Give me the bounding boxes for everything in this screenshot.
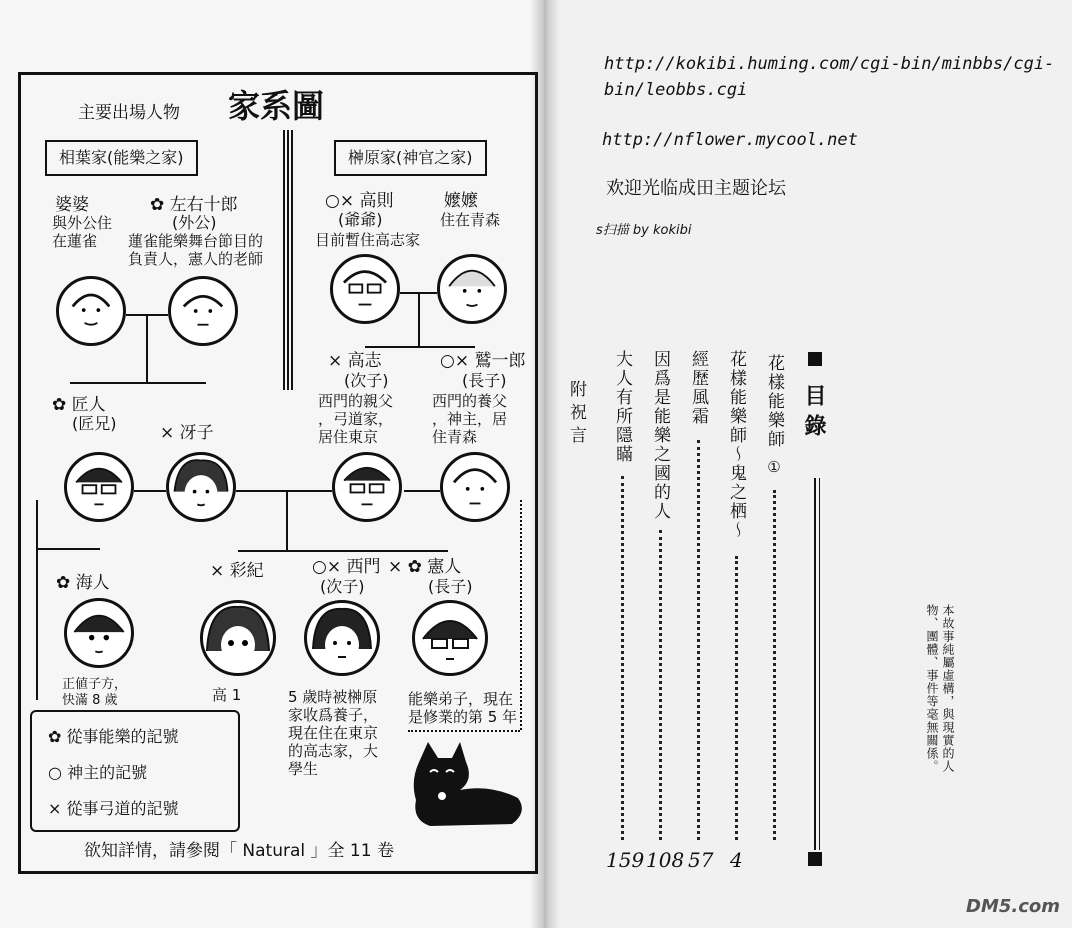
kento-name: × ✿ 憲人: [388, 557, 462, 577]
scan-credit: s扫描 by kokibi: [596, 223, 692, 238]
saimon-portrait: [304, 600, 380, 676]
kaito-desc2: 快滿 8 歲: [62, 693, 118, 708]
cat-illustration: [400, 740, 530, 830]
toc-top-marker: [808, 352, 822, 366]
toc-entry-4-leader: [659, 530, 662, 840]
kento-desc1: 能樂弟子，現在: [408, 690, 514, 708]
toc-entry-1-title[interactable]: 花樣能樂師: [764, 354, 784, 449]
saimon-desc2: 家收爲養子，: [288, 706, 379, 724]
toc-rule: [814, 478, 816, 850]
grandma-desc1: 與外公住: [52, 214, 113, 232]
sakakibara-children-line: [365, 346, 475, 348]
takashi-portrait: [332, 452, 402, 522]
takumi-saeko-link: [134, 490, 166, 492]
sayujuro-portrait: [168, 276, 238, 346]
forum-url-1-cont[interactable]: bin/leobbs.cgi: [604, 80, 748, 100]
heading-big: 家系圖: [228, 87, 325, 125]
toc-entry-2-title[interactable]: 花樣能樂師～鬼之栖～: [726, 350, 746, 540]
kaito-link: [36, 548, 100, 550]
saeko-name: × 冴子: [160, 423, 214, 443]
toc-entry-3-page: 108: [646, 848, 685, 872]
takanori-name: ○× 高則: [325, 191, 394, 211]
ayaki-name: × 彩紀: [210, 561, 264, 581]
washichiro-name: ○× 鷲一郎: [440, 351, 526, 371]
appendix-label: 附祝言: [566, 380, 586, 449]
toc-entry-3-leader: [697, 440, 700, 840]
archery-legend-label: 從事弓道的記號: [66, 799, 179, 818]
kento-portrait: [412, 600, 488, 676]
kaito-portrait: [64, 598, 134, 668]
grandma-name: 婆婆: [55, 195, 89, 215]
washichiro-desc2: ，神主，居: [432, 410, 508, 428]
toc-entry-2-page: 57: [688, 848, 714, 872]
toc-entry-4-title[interactable]: 因爲是能樂之國的人: [650, 350, 670, 521]
disclaimer-text: 本故事純屬虛構，與現實的人物、團體、事件等毫無關係。: [925, 604, 955, 773]
takumi-role: (匠兄): [72, 414, 117, 433]
takashi-role: (次子): [344, 371, 389, 390]
takumi-portrait: [64, 452, 134, 522]
house-aiba-label: 相葉家(能樂之家): [45, 140, 198, 176]
granny-name: 嬤嬤: [444, 191, 478, 211]
ayaki-portrait: [200, 600, 276, 676]
sayu-name: ✿ 左右十郎: [150, 195, 238, 215]
grandma-desc2: 在蓮雀: [52, 232, 98, 250]
noh-symbol-icon: ✿: [48, 727, 62, 746]
forum-url-2[interactable]: http://nflower.mycool.net: [602, 130, 858, 150]
kaito-desc1: 正値子方，: [62, 677, 128, 692]
sakakibara-descent-line: [418, 292, 420, 346]
toc-entry-5-leader: [621, 476, 624, 840]
kaito-side-line: [36, 500, 38, 700]
symbol-legend: [30, 710, 240, 832]
welcome-text: 欢迎光临成田主题论坛: [606, 178, 786, 199]
toc-entry-1-leader: [773, 490, 776, 840]
series-footer: 欲知詳情，請參閱「 Natural 」全 11 卷: [84, 841, 394, 861]
kento-role: (長子): [428, 577, 473, 596]
takashi-desc1: 西門的親父: [318, 392, 394, 410]
archery-symbol-icon: ×: [48, 799, 62, 818]
adoption-arrow: [520, 500, 522, 730]
house-sakakibara-label: 榊原家(神官之家): [334, 140, 487, 176]
saeko-takashi-link: [236, 490, 332, 492]
house-divider: [283, 130, 295, 390]
saimon-desc1: 5 歲時被榊原: [288, 688, 378, 706]
kids-descent-line: [286, 490, 288, 550]
kaito-name: ✿ 海人: [56, 573, 110, 593]
adoption-arrow-base: [408, 730, 520, 732]
toc-entry-1-page: 4: [730, 848, 743, 872]
granny-portrait: [437, 254, 507, 324]
toc-bottom-marker: [808, 852, 822, 866]
forum-url-1[interactable]: http://kokibi.huming.com/cgi-bin/minbbs/cgi-: [604, 54, 1055, 74]
washichiro-role: (長子): [462, 371, 507, 390]
takumi-name: ✿ 匠人: [52, 395, 106, 415]
washichiro-desc1: 西門的養父: [432, 392, 508, 410]
takashi-desc3: 居住東京: [318, 428, 379, 446]
saimon-desc3: 現在住在東京: [288, 724, 379, 742]
grandma-portrait: [56, 276, 126, 346]
saeko-portrait: [166, 452, 236, 522]
takanori-role: (爺爺): [338, 210, 383, 229]
kento-desc2: 是修業的第 5 年: [408, 708, 518, 726]
toc-entry-4-page: 159: [606, 848, 645, 872]
watermark-logo: DM5.com: [966, 896, 1061, 917]
aiba-children-line: [70, 382, 206, 384]
takashi-desc2: ，弓道家，: [318, 410, 394, 428]
noh-legend-label: 從事能樂的記號: [66, 727, 179, 746]
aiba-descent-line: [146, 314, 148, 382]
toc-rule-inner: [819, 478, 820, 850]
sayu-role: (外公): [172, 213, 217, 232]
saimon-role: (次子): [320, 577, 365, 596]
ayaki-desc: 高 1: [212, 686, 242, 704]
toc-entry-1-volume: ①: [765, 458, 783, 478]
saimon-name: ○× 西門: [312, 557, 381, 577]
washichiro-portrait: [440, 452, 510, 522]
takashi-washi-link: [404, 490, 440, 492]
toc-title: 目錄: [801, 384, 827, 444]
takashi-name: × 高志: [328, 351, 382, 371]
toc-entry-2-leader: [735, 556, 738, 840]
takanori-desc: 目前暫住高志家: [315, 231, 421, 249]
toc-entry-3-title[interactable]: 經歷風霜: [688, 350, 708, 426]
toc-entry-5-title[interactable]: 大人有所隱瞞: [612, 350, 632, 464]
heading-small: 主要出場人物: [78, 103, 180, 123]
washichiro-desc3: 住青森: [432, 428, 478, 446]
sayu-desc2: 負責人，憲人的老師: [128, 250, 264, 268]
kids-line: [238, 550, 448, 552]
saimon-desc5: 學生: [288, 760, 319, 778]
shinto-legend-label: 神主的記號: [67, 763, 148, 782]
sayu-desc1: 蓮雀能樂舞台節目的: [128, 232, 264, 250]
shinto-symbol-icon: ○: [48, 763, 62, 782]
saimon-desc4: 的高志家，大: [288, 742, 379, 760]
granny-desc: 住在青森: [440, 211, 501, 229]
takanori-portrait: [330, 254, 400, 324]
